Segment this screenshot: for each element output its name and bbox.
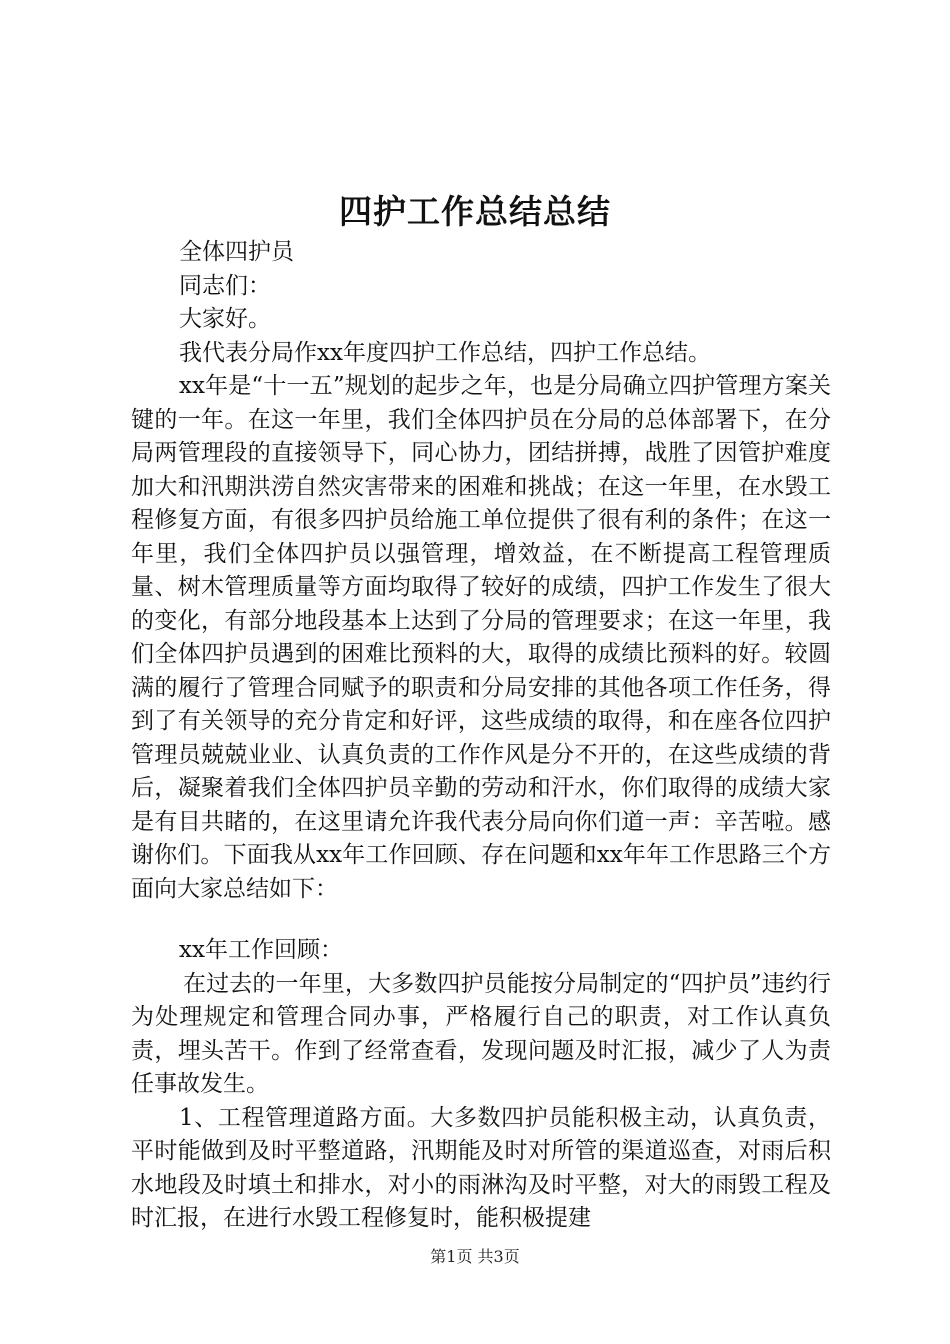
paragraph-salutation-2: 同志们： [179, 272, 271, 299]
document-title: 四护工作总结总结 [339, 192, 611, 231]
paragraph-salutation-1: 全体四护员 [179, 239, 294, 265]
paragraph-greeting: 大家好。 [179, 306, 271, 332]
paragraph-intro: 我代表分局作xx年度四护工作总结，四护工作总结。 [179, 339, 711, 366]
paragraph-item-1: 1、工程管理道路方面。大多数四护员能积极主动，认真负责，平时能做到及时平整道路，汛期能及时对所管的渠道巡查，对雨后积水地段及时填土和排水，对小的雨淋沟及时平整，对大的雨毁工程及时汇报，在进行水毁工程修复时，能积极提建 [131, 1104, 831, 1231]
paragraph-overview: xx年是“十一五”规划的起步之年，也是分局确立四护管理方案关键的一年。在这一年里，我们全体四护员在分局的总体部署下，在分局两管理段的直接领导下，同心协力，团结拼搏，战胜了因管护难度加大和汛期洪涝自然灾害带来的困难和挑战；在这一年里，在水毁工程修复方面，有很多四护员给施工单位提供了很有利的条件；在这一年里，我们全体四护员以强管理，增效益，在不断提高工程管理质量、树木管理质量等方面均取得了较好的成绩，四护工作发生了很大的变化，有部分地段基本上达到了分局的管理要求；在这一年里，我们全体四护员遇到的困难比预料的大，取得的成绩比预料的好。较圆满的履行了管理合同赋予的职责和分局安排的其他各项工作任务，得到了有关领导的充分肯定和好评，这些成绩的取得，和在座各位四护管理员兢兢业业、认真负责的工作作风是分不开的，在这些成绩的背后，凝聚着我们全体四护员辛勤的劳动和汗水，你们取得的成绩大家是有目共睹的，在这里请允许我代表分局向你们道一声：辛苦啦。感谢你们。下面我从xx年工作回顾、存在问题和xx年年工作思路三个方面向大家总结如下： [131, 373, 831, 902]
page-number-footer: 第1页 共3页 [430, 1247, 520, 1266]
paragraph-gap [131, 906, 831, 934]
section-heading-review: xx年工作回顾： [179, 937, 343, 963]
paragraph-review: 在过去的一年里，大多数四护员能按分局制定的“四护员”违约行为处理规定和管理合同办事，严格履行自己的职责，对工作认真负责，埋头苦干。作到了经常查看，发现问题及时汇报，减少了人为责任事故发生。 [131, 970, 831, 1097]
document-body [131, 236, 831, 1236]
